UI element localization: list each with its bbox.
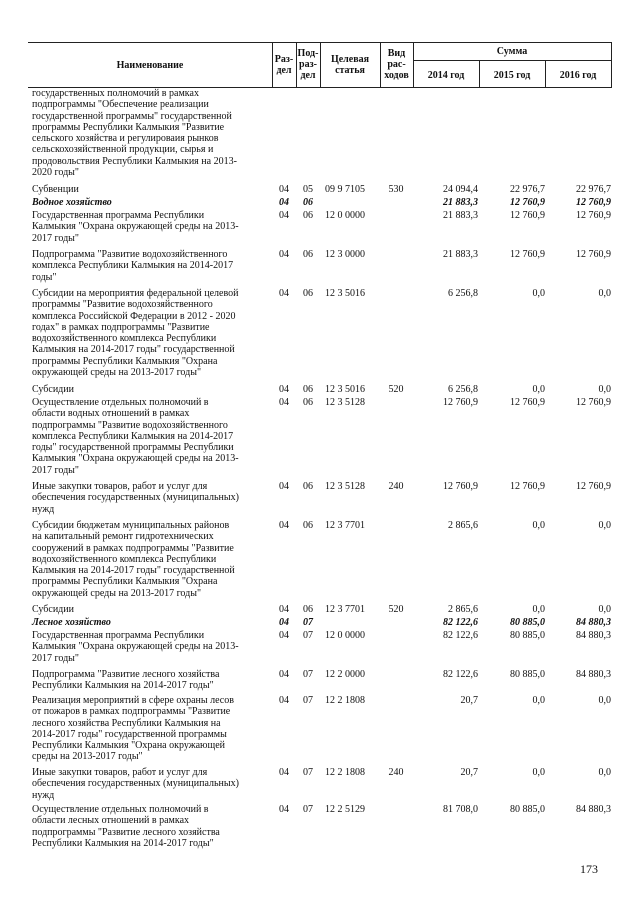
cell-section: 04 [279,288,289,299]
cell-2014: 12 760,9 [443,481,478,492]
cell-2016: 12 760,9 [576,481,611,492]
cell-2015: 80 885,0 [510,630,545,641]
row-name-line: Республики Калмыкия "Охрана окружающей [32,740,226,752]
row-name-line: Государственная программа Республики [32,630,205,641]
row-name-line: от пожаров в рамках подпрограммы "Развитие [32,706,231,718]
row-name-line: Республики Калмыкия на 2014-2017 годы" [32,680,214,692]
cell-2016: 0,0 [598,604,611,615]
row-name [32,630,272,664]
cell-2016: 0,0 [598,767,611,778]
cell-section: 04 [279,630,289,641]
cell-section: 04 [279,617,289,628]
cell-subsection: 06 [303,481,313,492]
cell-subsection: 05 [303,184,313,195]
row-name-line: Калмыкия на 2014-2017 годы" государственной [32,344,235,356]
row-name-line: комплекса Российской Федерации в 2012 - 2020 [32,310,236,322]
cell-2014: 21 883,3 [443,210,478,221]
row-name-line: программы Республики Калмыкия "Охрана [32,576,218,588]
row-name-line: программы Республики Калмыкия "Развитие [32,121,225,133]
cell-2015: 0,0 [532,767,545,778]
page-number: 173 [580,862,598,876]
row-name-line: Калмыкия на 2014-2017 годы" государственной [32,565,235,577]
row-name-line: сельского хозяйства и регулироваия рынков [32,133,219,145]
cell-section: 04 [279,481,289,492]
cell-2014: 82 122,6 [443,669,478,680]
cell-2015: 0,0 [532,288,545,299]
cell-2015: 22 976,7 [510,184,545,195]
cell-2016: 12 760,9 [576,249,611,260]
cell-2015: 12 760,9 [510,249,545,260]
cell-2015: 80 885,0 [510,669,545,680]
row-name [32,210,272,244]
cell-2014: 2 865,6 [448,520,478,531]
row-name [32,695,272,763]
cell-2014: 21 883,3 [443,249,478,260]
row-name [32,197,272,208]
cell-section: 04 [279,184,289,195]
table-header [28,42,612,88]
cell-2016: 0,0 [598,288,611,299]
row-name-line: обеспечения государственных (муниципальных) [32,492,239,504]
row-name-line: Субсидии [32,604,74,615]
row-name [32,804,272,849]
cell-section: 04 [279,197,289,208]
row-name-line: Субсидии бюджетам муниципальных районов [32,520,230,531]
row-name-line: Подпрограмма "Развитие лесного хозяйства [32,669,220,680]
row-name-line: среды на 2013-2017 годы" [32,751,143,763]
cell-exptype: 240 [388,767,404,778]
row-name [32,384,272,395]
header-sum: Сумма [496,46,528,57]
cell-target: 12 3 5128 [325,397,365,408]
row-name [32,481,272,515]
row-name-line: сооружений в рамках подпрограммы "Развитие [32,542,234,554]
cell-2014: 12 760,9 [443,397,478,408]
cell-2015: 12 760,9 [510,197,545,208]
cell-2014: 21 883,3 [443,197,478,208]
cell-target: 12 2 1808 [325,695,365,706]
cell-subsection: 06 [303,197,313,208]
cell-2016: 84 880,3 [576,617,611,628]
row-name-line: подпрограммы "Развитие лесного хозяйства [32,826,220,838]
cell-2016: 0,0 [598,384,611,395]
cell-subsection: 07 [303,617,313,628]
header-name: Наименование [116,60,184,71]
row-name-line: на капитальный ремонт гидротехнических [32,531,214,543]
cell-target: 12 2 5129 [325,804,365,815]
cell-exptype: 520 [388,384,404,395]
cell-section: 04 [279,604,289,615]
row-name-line: Водное хозяйство [32,197,112,208]
cell-section: 04 [279,397,289,408]
row-name-line: Реализация мероприятий в сфере охраны лесов [32,695,234,706]
row-name-line: Лесное хозяйство [32,617,111,628]
cell-target: 12 2 1808 [325,767,365,778]
row-name-line: комплекса Республики Калмыкия на 2014-2017 [32,430,234,442]
row-name-line: годы" [32,271,57,283]
row-name-line: продовольствия Республики Калмыкия на 2013- [32,155,237,167]
cell-2015: 0,0 [532,520,545,531]
cell-section: 04 [279,210,289,221]
cell-target: 12 3 0000 [325,249,365,260]
cell-section: 04 [279,384,289,395]
row-name-line: окружающей среды на 2013-2017 годы" [32,587,202,599]
row-name-line: Субсидии [32,384,74,395]
row-name-line: сельскохозяйственной продукции, сырья и [32,144,214,156]
cell-2015: 80 885,0 [510,804,545,815]
cell-2016: 12 760,9 [576,197,611,208]
row-name [32,604,272,615]
row-name-line: лесного хозяйства Республики Калмыкия на [32,717,221,729]
cell-target: 09 9 7105 [325,184,365,195]
row-name-line: Иные закупки товаров, работ и услуг для [32,767,208,778]
cell-exptype: 530 [388,184,404,195]
row-name-line: нужд [32,503,55,515]
cell-2015: 12 760,9 [510,397,545,408]
row-name [32,397,272,476]
cell-section: 04 [279,767,289,778]
row-name-line: окружающей среды на 2013-2017 годы" [32,367,202,379]
cell-2014: 6 256,8 [448,288,478,299]
cell-subsection: 07 [303,669,313,680]
header-2014: 2014 год [427,70,465,81]
cell-subsection: 06 [303,210,313,221]
cell-2014: 20,7 [460,695,478,706]
row-name-line: Осуществление отдельных полномочий в [32,397,209,408]
row-name-line: программы "Развитие водохозяйственного [32,299,213,311]
cell-target: 12 3 5016 [325,288,365,299]
cell-subsection: 07 [303,767,313,778]
row-name [32,184,272,195]
row-name [32,767,272,801]
cell-2014: 81 708,0 [443,804,478,815]
row-name-line: подпрограммы "Развитие водохозяйственного [32,419,228,431]
cell-subsection: 07 [303,804,313,815]
row-name-line: государственных полномочий в рамках [32,88,199,99]
cell-target: 12 0 0000 [325,630,365,641]
header-section: Раз- дел [274,54,294,76]
row-name-line: годах" в рамках подпрограммы "Развитие [32,321,210,333]
cell-2016: 22 976,7 [576,184,611,195]
cell-exptype: 240 [388,481,404,492]
cell-exptype: 520 [388,604,404,615]
cell-2015: 0,0 [532,384,545,395]
row-name-line: государственной программы" государственной [32,110,232,122]
cell-2015: 12 760,9 [510,481,545,492]
row-name-line: программы Республики Калмыкия "Охрана [32,355,218,367]
row-name-line: Калмыкия "Охрана окружающей среды на 2013- [32,453,239,465]
cell-2014: 20,7 [460,767,478,778]
cell-section: 04 [279,804,289,815]
cell-2016: 12 760,9 [576,397,611,408]
row-name-line: Субвенции [32,184,79,195]
row-name-line: водохозяйственного комплекса Республики [32,553,217,565]
row-name-line: области лесных отношений в рамках [32,815,190,827]
header-subsection: Под- раз- дел [297,48,319,81]
row-name-line: Республики Калмыкия на 2014-2017 годы" [32,837,214,849]
cell-target: 12 0 0000 [325,210,365,221]
row-name-line: 2014-2017 годы" государственной программы [32,728,227,740]
cell-section: 04 [279,695,289,706]
cell-2014: 82 122,6 [443,630,478,641]
row-name [32,617,272,628]
cell-2015: 80 885,0 [510,617,545,628]
row-name-line: Иные закупки товаров, работ и услуг для [32,481,208,492]
cell-2016: 0,0 [598,695,611,706]
cell-2016: 84 880,3 [576,669,611,680]
cell-2014: 24 094,4 [443,184,478,195]
row-name-line: 2020 годы" [32,167,79,179]
row-name-line: Субсидии на мероприятия федеральной целевой [32,288,239,299]
row-name-line: 2017 годы" [32,652,79,664]
header-target: Целевая статья [330,54,370,76]
row-name-line: Калмыкия "Охрана окружающей среды на 2013- [32,221,239,233]
row-name-line: 2017 годы" [32,464,79,476]
row-name-line: комплекса Республики Калмыкия на 2014-2017 [32,260,234,272]
row-name-line: Государственная программа Республики [32,210,205,221]
cell-subsection: 06 [303,604,313,615]
row-name-line: обеспечения государственных (муниципальных) [32,778,239,790]
cell-section: 04 [279,669,289,680]
row-name-line: водохозяйственного комплекса Республики [32,333,217,345]
cell-2016: 12 760,9 [576,210,611,221]
cell-2015: 0,0 [532,604,545,615]
cell-section: 04 [279,520,289,531]
cell-2014: 82 122,6 [443,617,478,628]
row-name-line: подпрограммы "Обеспечение реализации [32,99,209,111]
row-name [32,520,272,599]
header-2015: 2015 год [493,70,531,81]
row-name-line: Калмыкия "Охрана окружающей среды на 2013- [32,641,239,653]
cell-target: 12 3 5016 [325,384,365,395]
cell-target: 12 2 0000 [325,669,365,680]
cell-subsection: 06 [303,249,313,260]
row-name-line: Осуществление отдельных полномочий в [32,804,209,815]
cell-2016: 84 880,3 [576,630,611,641]
cell-subsection: 07 [303,695,313,706]
cell-2015: 0,0 [532,695,545,706]
row-name [32,669,272,692]
cell-2015: 12 760,9 [510,210,545,221]
header-exptype: Вид рас- ходов [384,48,409,81]
row-name [32,249,272,283]
cell-2016: 84 880,3 [576,804,611,815]
cell-subsection: 06 [303,288,313,299]
header-2016: 2016 год [559,70,597,81]
cell-2014: 2 865,6 [448,604,478,615]
row-name-line: области водных отношений в рамках [32,408,190,420]
cell-section: 04 [279,249,289,260]
cell-subsection: 06 [303,397,313,408]
row-name-line: 2017 годы" [32,232,79,244]
row-name-line: нужд [32,789,55,801]
cell-target: 12 3 7701 [325,520,365,531]
cell-subsection: 06 [303,384,313,395]
cell-2016: 0,0 [598,520,611,531]
cell-target: 12 3 7701 [325,604,365,615]
row-name-line: годы" государственной программы Республики [32,442,234,454]
cell-subsection: 07 [303,630,313,641]
row-name-line: Подпрограмма "Развитие водохозяйственного [32,249,228,260]
row-name [32,288,272,378]
cell-subsection: 06 [303,520,313,531]
cell-target: 12 3 5128 [325,481,365,492]
row-name [32,88,272,178]
cell-2014: 6 256,8 [448,384,478,395]
